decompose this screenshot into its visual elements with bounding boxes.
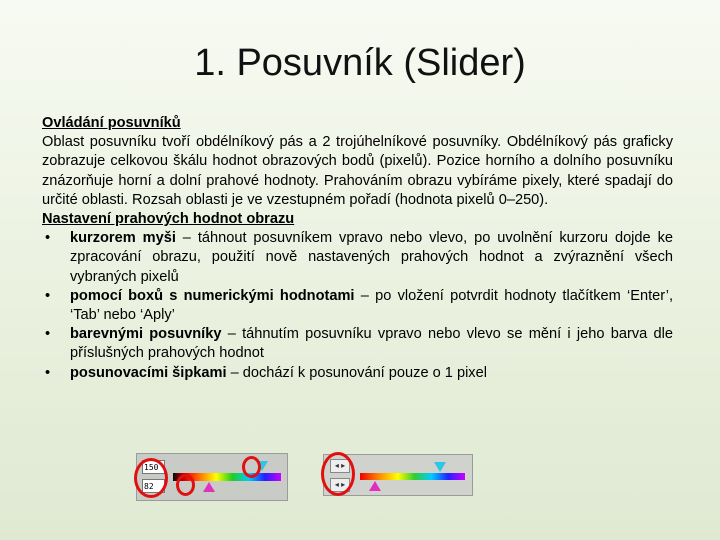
upper-arrow-buttons[interactable]: ◂ ▸ bbox=[330, 459, 350, 473]
list-item-bold: barevnými posuvníky bbox=[70, 326, 222, 343]
slide-title: 1. Posuvník (Slider) bbox=[194, 42, 526, 84]
list-item bbox=[42, 364, 673, 383]
list-item-bold: pomocí boxů s numerickými hodnotami bbox=[70, 287, 355, 304]
lower-arrow-buttons[interactable]: ◂ ▸ bbox=[330, 478, 350, 492]
upper-slider-handle[interactable] bbox=[434, 462, 446, 472]
section-heading-controls: Ovládání posuvníků bbox=[42, 115, 181, 131]
lower-slider-handle[interactable] bbox=[369, 481, 381, 491]
upper-threshold-input[interactable]: 150 bbox=[142, 460, 165, 474]
list-item-bold: posunovacími šipkami bbox=[70, 364, 227, 381]
section-text-controls: Oblast posuvníku tvoří obdélníkový pás a 2 trojúhelníkové posuvníky. Obdélníkový pás graficky zobrazuje celkovou škálu hodnot obrazových bodů (pixelů). Pozice horního a dolního posuvníku znázorňuje horní a dolní prahové hodnoty. Prahováním obrazu vybíráme pixely, které spadají do určité oblasti. Rozsah oblasti je ve vzestupném pořadí (hodnota pixelů 0–250). bbox=[42, 134, 673, 208]
lower-slider-handle[interactable] bbox=[203, 482, 215, 492]
threshold-methods-list bbox=[42, 229, 673, 383]
list-item bbox=[42, 287, 673, 325]
list-item bbox=[42, 325, 673, 363]
list-item-text: – táhnout posuvníkem vpravo nebo vlevo, po uvolnění kurzoru dojde ke zpracování obrazu, použití nově nastavených prahových hodnot a zvýraznění všech vybraných pixelů bbox=[70, 230, 673, 285]
highlight-circle-lower-handle bbox=[176, 474, 195, 496]
lower-threshold-input[interactable]: 82 bbox=[142, 479, 165, 493]
list-item-text: – dochází k posunování pouze o 1 pixel bbox=[226, 364, 487, 381]
list-item-text: – táhnutím posuvníku vpravo nebo vlevo se mění i jeho barva dle příslušných prahových hodnot bbox=[70, 326, 673, 362]
list-item bbox=[42, 229, 673, 287]
slide-content bbox=[42, 114, 673, 383]
highlight-circle-arrows bbox=[321, 452, 355, 496]
highlight-circle-boxes bbox=[134, 458, 168, 498]
list-item-text: – po vložení potvrdit hodnoty tlačítkem ‘Enter’, ‘Tab’ nebo ‘Aply’ bbox=[70, 287, 673, 324]
section-heading-thresholds: Nastavení prahových hodnot obrazu bbox=[42, 211, 295, 228]
highlight-circle-upper-handle bbox=[242, 456, 261, 478]
list-item-bold: kurzorem myši bbox=[70, 230, 176, 247]
intensity-scale-bar bbox=[360, 473, 465, 480]
